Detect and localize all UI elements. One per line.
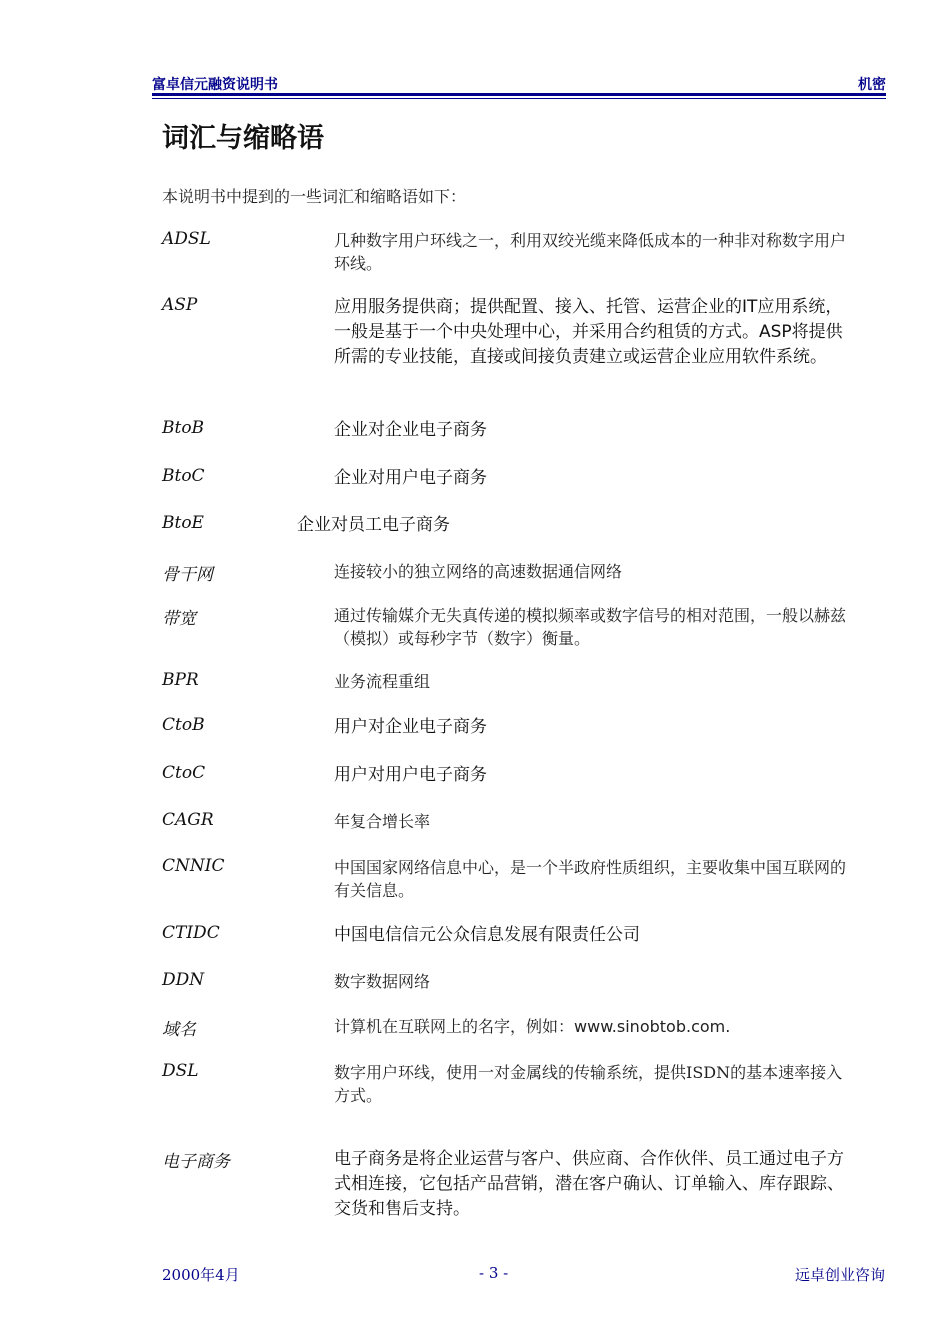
header-rule-thin [152,98,886,99]
glossary-definition: 企业对员工电子商务 [297,515,450,535]
page-header [152,74,886,92]
glossary-term: BtoC [162,466,205,486]
glossary-definition: 应用服务提供商；提供配置、接入、托管、运营企业的IT应用系统，一般是基于一个中央处理中心，并采用合约租赁的方式。ASP将提供所需的专业技能，直接或间接负责建立或运营企业应用软件系统。 [334,297,843,367]
glossary-term: ASP [162,295,198,315]
glossary-definition: 用户对用户电子商务 [334,765,487,785]
glossary-definition: 中国电信信元公众信息发展有限责任公司 [334,925,640,945]
intro-text: 本说明书中提到的一些词汇和缩略语如下： [162,187,467,206]
glossary-term: CTIDC [162,923,220,943]
glossary-term: BtoE [162,513,204,533]
glossary-definition: 数字用户环线，使用一对金属线的传输系统，提供ISDN的基本速率接入方式。 [334,1063,843,1105]
glossary-definition: 几种数字用户环线之一，利用双绞光缆来降低成本的一种非对称数字用户环线。 [334,231,847,273]
glossary-definition: 连接较小的独立网络的高速数据通信网络 [334,562,623,581]
glossary-definition: 电子商务是将企业运营与客户、供应商、合作伙伴、员工通过电子方式相连接，它包括产品营销，潜在客户确认、订单输入、库存跟踪、交货和售后支持。 [334,1149,844,1219]
glossary-term: CAGR [162,810,214,830]
glossary-term: CtoB [162,715,205,735]
definition-text: 计算机在互联网上的名字，例如： [334,1017,575,1036]
glossary-definition: 用户对企业电子商务 [334,717,487,737]
glossary-definition [334,1015,856,1038]
glossary-definition: 企业对企业电子商务 [334,420,487,440]
glossary-definition: 企业对用户电子商务 [334,468,487,488]
domain-example: www.sinobtob.com. [574,1017,731,1036]
glossary-term: CNNIC [162,856,225,876]
glossary-term: DDN [162,970,205,990]
glossary-definition: 年复合增长率 [334,812,431,831]
footer-date: 2000年4月 [162,1266,240,1284]
glossary-term: DSL [162,1061,199,1081]
section-title: 词汇与缩略语 [162,123,324,154]
glossary-definition: 通过传输媒介无失真传递的模拟频率或数字信号的相对范围，一般以赫兹（模拟）或每秒字节（数字）衡量。 [334,606,847,648]
glossary-term: 电子商务 [162,1152,230,1172]
glossary-term: BtoB [162,418,205,438]
glossary-term: BPR [162,670,199,690]
glossary-term: 带宽 [162,609,196,629]
glossary-term: 骨干网 [162,565,213,585]
glossary-term: CtoC [162,763,206,783]
glossary-term: 域名 [162,1020,196,1040]
header-rule-thick [152,93,886,96]
glossary-term: ADSL [162,229,211,249]
document-title: 富卓信元融资说明书 [152,77,278,93]
glossary-definition: 业务流程重组 [334,672,431,691]
footer-company: 远卓创业咨询 [794,1266,885,1284]
page-number: - 3 - [479,1264,509,1282]
glossary-definition: 数字数据网络 [334,972,431,991]
classification-label: 机密 [858,77,886,93]
glossary-definition: 中国国家网络信息中心，是一个半政府性质组织，主要收集中国互联网的有关信息。 [334,858,847,900]
